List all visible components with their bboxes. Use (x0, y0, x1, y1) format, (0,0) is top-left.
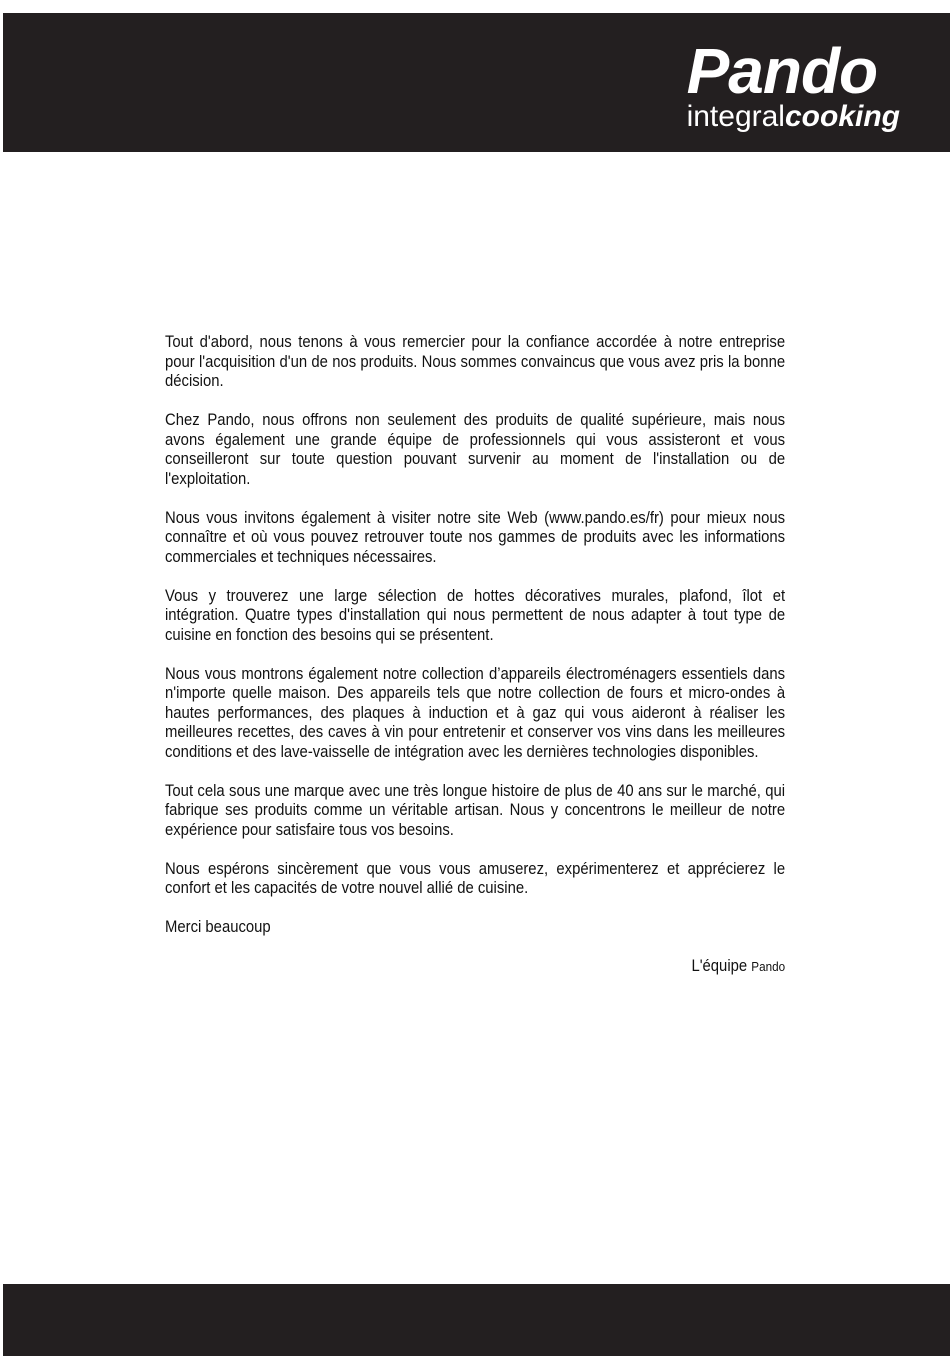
logo-brand: Pando (686, 35, 878, 107)
logo-tagline-bold: cooking (784, 100, 900, 133)
footer-band (3, 1284, 950, 1356)
letter-paragraph-4: Vous y trouverez une large sélection de hottes décoratives murales, plafond, îlot et intégration. Quatre types d'installation qui nous permettent de nous adapter à tout type de cuisine en fonction des besoins qui se présentent. (165, 586, 786, 644)
logo-tagline-light: integral (686, 100, 785, 133)
pando-logo (686, 35, 900, 133)
letter-paragraph-6: Tout cela sous une marque avec une très longue histoire de plus de 40 ans sur le marché, qui fabrique ses produits comme un véritable artisan. Nous y concentrons le meilleur de notre expérience pour satisfaire tous vos besoins. (165, 781, 786, 839)
logo-tagline (687, 101, 900, 133)
letter-paragraph-1: Tout d'abord, nous tenons à vous remercier pour la confiance accordée à notre entreprise pour l'acquisition d'un de nos produits. Nous sommes convaincus que vous avez pris la bonne décision. (165, 333, 786, 390)
signature-prefix: L'équipe (691, 957, 748, 975)
letter-body (165, 333, 785, 977)
letter-signature (165, 957, 785, 977)
letter-paragraph-5: Nous vous montrons également notre collection d’appareils électroménagers essentiels dans n'importe quelle maison. Des appareils tels que notre collection de fours et micro-ondes à hautes performances, des plaques à induction et à gaz qui vous aideront à réaliser les meilleures recettes, des caves à vin pour entretenir et conserver vos vins dans les meilleures conditions et des lave-vaisselle de intégration avec les dernières technologies disponibles. (165, 664, 786, 761)
letter-paragraph-7: Nous espérons sincèrement que vous vous amuserez, expérimenterez et apprécierez le confort et les capacités de votre nouvel allié de cuisine. (165, 859, 786, 897)
letter-paragraph-2: Chez Pando, nous offrons non seulement des produits de qualité supérieure, mais nous avons également une grande équipe de professionnels qui vous assisteront et vous conseilleront sur toute question pouvant survenir au moment de l'installation ou de l'exploitation. (165, 411, 786, 488)
letter-paragraph-3: Nous vous invitons également à visiter notre site Web (www.pando.es/fr) pour mieux nous connaître et où vous pouvez retrouver toute nos gammes de produits avec les informations commerciales et techniques nécessaires. (165, 508, 786, 566)
header-band (3, 13, 950, 152)
letter-closing: Merci beaucoup (165, 918, 271, 936)
signature-brand: Pando (751, 959, 786, 974)
